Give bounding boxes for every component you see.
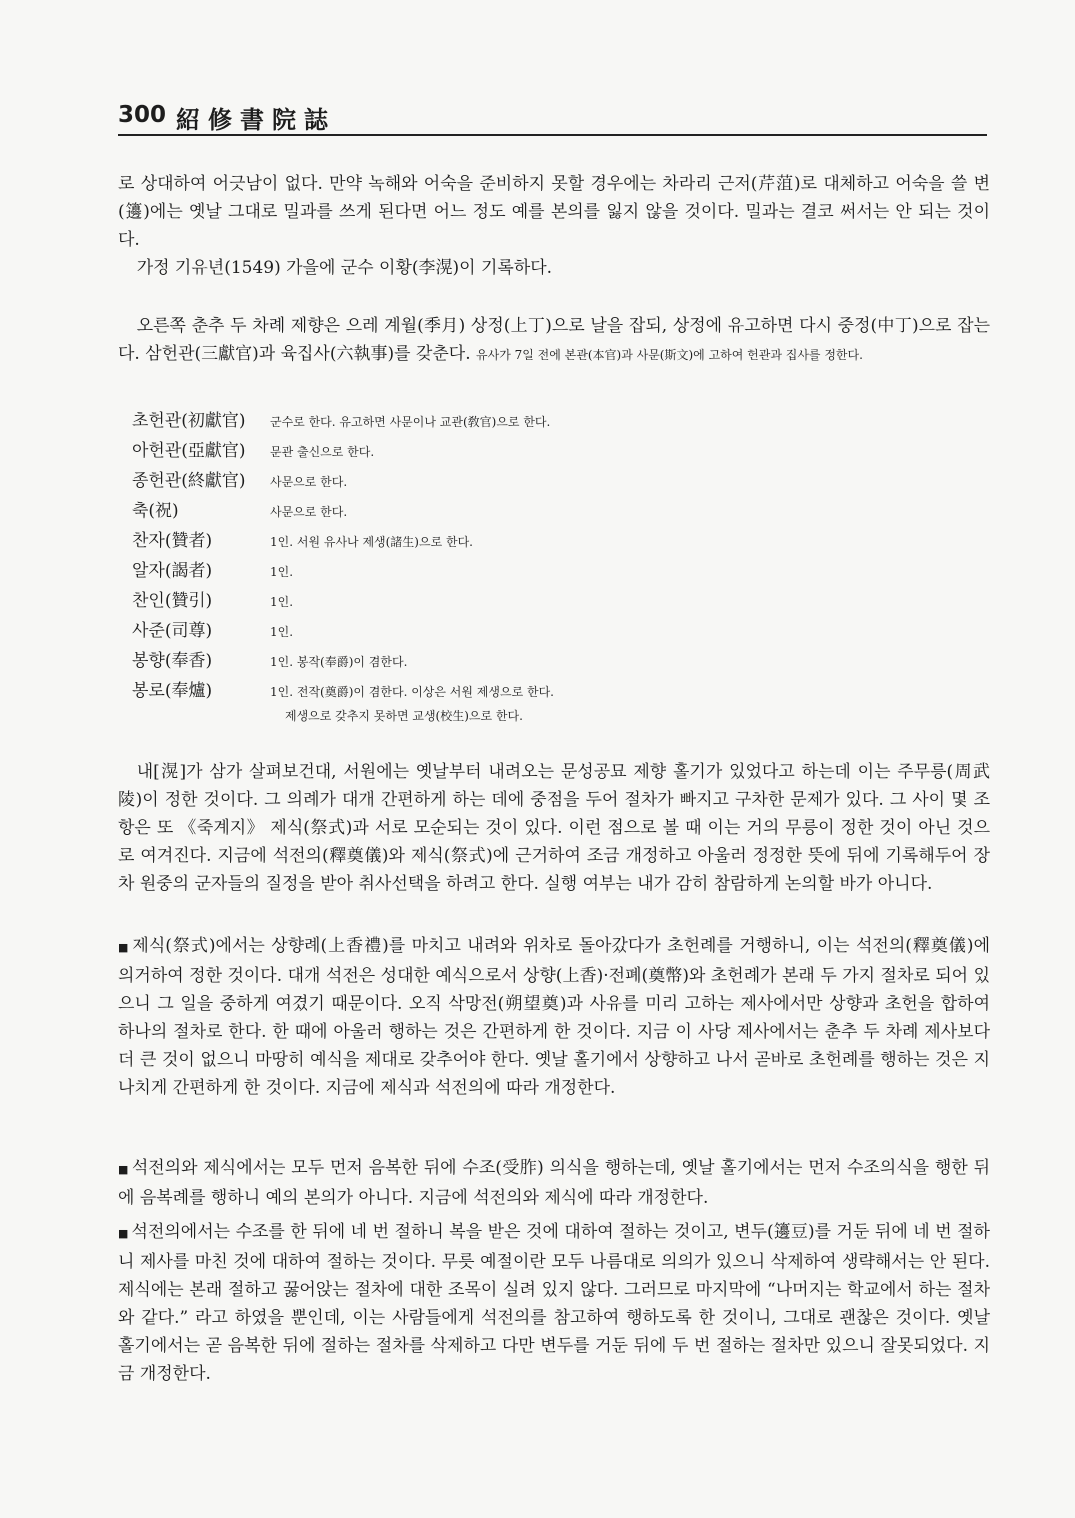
official-row <box>132 586 832 616</box>
intro-block <box>118 170 990 282</box>
official-desc: 군수로 한다. 유고하면 사문이나 교관(敎官)으로 한다. <box>270 415 551 429</box>
official-row <box>132 496 832 526</box>
bullet-paragraph <box>118 1218 990 1388</box>
official-row <box>132 466 832 496</box>
bullet-1-block <box>118 932 990 1102</box>
official-row <box>132 616 832 646</box>
official-role: 축(祝) <box>132 501 179 521</box>
paragraph-1: 로 상대하여 어긋남이 없다. 만약 녹해와 어숙을 준비하지 못할 경우에는 차라리 근저(芹菹)로 대체하고 어숙을 쓸 변(籩)에는 옛날 그대로 밀과를 쓰게 된다면 어느 정도 예를 본의를 잃지 않을 것이다. 밀과는 결코 써서는 안 되는 것이다. <box>118 174 990 250</box>
official-desc: 1인. 서원 유사나 제생(諸生)으로 한다. <box>270 535 473 549</box>
page-number: 300 <box>118 102 167 128</box>
bullet-paragraph <box>118 932 990 1102</box>
official-role: 봉로(奉爐) <box>132 681 213 701</box>
official-desc: 사문으로 한다. <box>270 505 348 519</box>
official-row <box>132 556 832 586</box>
bullet-text: 제식(祭式)에서는 상향례(上香禮)를 마치고 내려와 위차로 돌아갔다가 초헌례를 거행하니, 이는 석전의(釋奠儀)에 의거하여 정한 것이다. 대개 석전은 성대한 예식으로서 상향(上香)·전폐(奠幣)와 초헌례가 본래 두 가지 절차로 되어 있으니 그 일을 중하게 여겼기 때문이다. 오직 삭망전(朔望奠)과 사유를 미리 고하는 제사에서만 상향과 초헌을 합하여 하나의 절차로 한다. 한 때에 아울러 행하는 것은 간편하게 한 것이다. 지금 이 사당 제사에서는 춘추 두 차례 제사보다 더 큰 것이 없으니 마땅히 예식을 제대로 갖추어야 한다. 옛날 홀기에서 상향하고 나서 곧바로 초헌례를 행하는 것은 지나치게 간편하게 한 것이다. 지금에 제식과 석전의에 따라 개정한다. <box>118 936 990 1098</box>
ritual-block <box>118 312 990 369</box>
official-role: 초헌관(初獻官) <box>132 411 246 431</box>
official-row <box>132 406 832 436</box>
official-desc: 문관 출신으로 한다. <box>270 445 375 459</box>
paragraph-3-note: 유사가 7일 전에 본관(本官)과 사문(斯文)에 고하여 헌관과 집사를 정한다. <box>476 348 863 362</box>
officials-list <box>132 406 832 706</box>
paragraph-3-main: 오른쪽 춘추 두 차례 제향은 으레 계월(季月) 상정(上丁)으로 날을 잡되, 상정에 유고하면 다시 중정(中丁)으로 잡는다. 삼헌관(三獻官)과 육집사(六執事)를 갖춘다. <box>118 316 990 364</box>
official-row <box>132 436 832 466</box>
commentary-block <box>118 758 990 898</box>
bullet-3-block <box>118 1218 990 1388</box>
official-desc: 1인. 봉작(奉爵)이 겸한다. <box>270 655 408 669</box>
paragraph-3 <box>118 312 990 369</box>
official-row <box>132 676 832 706</box>
officials-sub-note: 제생으로 갖추지 못하면 교생(校生)으로 한다. <box>285 709 523 723</box>
square-bullet-icon: ■ <box>118 941 130 954</box>
paragraph-2: 가정 기유년(1549) 가을에 군수 이황(李滉)이 기록하다. <box>136 258 553 278</box>
official-desc: 1인. 전작(奠爵)이 겸한다. 이상은 서원 제생으로 한다. <box>270 685 554 699</box>
official-row <box>132 646 832 676</box>
official-role: 종헌관(終獻官) <box>132 471 246 491</box>
official-desc: 1인. <box>270 595 294 609</box>
official-role: 찬자(贊者) <box>132 531 213 551</box>
bullet-2-block <box>118 1154 990 1212</box>
official-role: 찬인(贊引) <box>132 591 213 611</box>
page-header <box>118 102 987 136</box>
official-desc: 1인. <box>270 625 294 639</box>
official-desc: 1인. <box>270 565 294 579</box>
official-desc: 사문으로 한다. <box>270 475 348 489</box>
square-bullet-icon: ■ <box>118 1227 129 1240</box>
bullet-paragraph <box>118 1154 990 1212</box>
official-role: 알자(謁者) <box>132 561 213 581</box>
square-bullet-icon: ■ <box>118 1163 129 1176</box>
official-role: 사준(司尊) <box>132 621 213 641</box>
official-role: 봉향(奉香) <box>132 651 213 671</box>
book-title: 紹修書院誌 <box>176 105 336 134</box>
official-role: 아헌관(亞獻官) <box>132 441 246 461</box>
paragraph-4: 내[滉]가 삼가 살펴보건대, 서원에는 옛날부터 내려오는 문성공묘 제향 홀기가 있었다고 하는데 이는 주무릉(周武陵)이 정한 것이다. 그 의례가 대개 간편하게 하는 데에 중점을 두어 절차가 빠지고 구차한 문제가 있다. 그 사이 몇 조항은 또 《죽계지》 제식(祭式)과 서로 모순되는 것이 있다. 이런 점으로 볼 때 이는 거의 무릉이 정한 것이 아닌 것으로 여겨진다. 지금에 석전의(釋奠儀)와 제식(祭式)에 근거하여 조금 개정하고 아울러 정정한 뜻에 뒤에 기록해두어 장차 원중의 군자들의 질정을 받아 취사선택을 하려고 한다. 실행 여부는 내가 감히 참람하게 논의할 바가 아니다. <box>118 762 990 894</box>
official-row <box>132 526 832 556</box>
bullet-text: 석전의와 제식에서는 모두 먼저 음복한 뒤에 수조(受胙) 의식을 행하는데, 옛날 홀기에서는 먼저 수조의식을 행한 뒤에 음복례를 행하니 예의 본의가 아니다. 지금에 석전의와 제식에 따라 개정한다. <box>118 1158 990 1208</box>
bullet-text: 석전의에서는 수조를 한 뒤에 네 번 절하니 복을 받은 것에 대하여 절하는 것이고, 변두(籩豆)를 거둔 뒤에 네 번 절하니 제사를 마친 것에 대하여 절하는 것이다. 무릇 예절이란 모두 나름대로 의의가 있으니 삭제하여 생략해서는 안 된다. 제식에는 본래 절하고 꿇어앉는 절차에 대한 조목이 실려 있지 않다. 그러므로 마지막에 “나머지는 학교에서 하는 절차와 같다.” 라고 하였을 뿐인데, 이는 사람들에게 석전의를 참고하여 행하도록 한 것이니, 그대로 괜찮은 것이다. 옛날 홀기에서는 곧 음복한 뒤에 절하는 절차를 삭제하고 다만 변두를 거둔 뒤에 두 번 절하는 절차만 있으니 잘못되었다. 지금 개정한다. <box>118 1222 990 1384</box>
